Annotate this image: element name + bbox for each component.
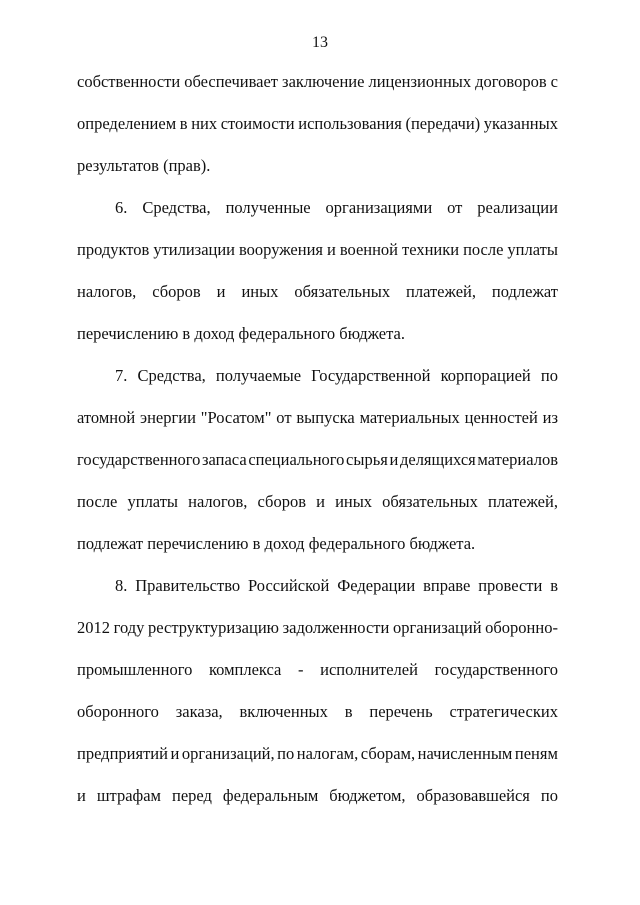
word: Государственной [311,366,431,385]
word: реализации [477,198,558,217]
word: обеспечивает [184,72,279,91]
text-line [115,197,558,219]
text-line [77,701,558,723]
text-line [77,743,558,765]
word: и [326,240,336,259]
word: них [191,114,218,133]
word: получаемые [215,366,302,385]
word: перед [172,786,212,805]
word: Федерации [337,576,416,595]
word: в [344,702,353,721]
word: налогам, [296,744,359,763]
word: обязательных [382,492,478,511]
word: платежей, [406,282,476,301]
word: и [77,786,86,805]
word: заключение [282,72,365,91]
word: техники [402,240,460,259]
text-line: перечислению в доход федерального бюджета. [77,324,405,343]
word: специального [248,450,345,469]
word: исполнителей [320,660,418,679]
word: корпорацией [440,366,531,385]
word: стоимости [220,114,295,133]
word: пеням [514,744,558,763]
word: использования [298,114,402,133]
word: энергии [140,408,196,427]
word: ценностей [464,408,538,427]
word: из [542,408,558,427]
word: материалов [477,450,558,469]
word: образовавшейся [416,786,530,805]
word: после [77,492,118,511]
word: иных [241,282,279,301]
word: сборам, [360,744,416,763]
word: лицензионных [368,72,472,91]
text-line [77,71,558,93]
word: Российской [248,576,330,595]
word: и [316,492,325,511]
text-line [77,113,558,135]
word: и [216,282,226,301]
word: определением [77,114,177,133]
word: полученные [225,198,311,217]
word: делящихся [399,450,476,469]
word: Средства, [142,198,211,217]
word: 6. [115,198,128,217]
word: сборов [152,282,201,301]
word: 8. [115,576,128,595]
word: 2012 [77,618,110,637]
text-line [77,785,558,807]
text-line [115,575,558,597]
word: организаций [392,618,482,637]
word: включенных [239,702,328,721]
text-line: результатов (прав). [77,156,211,175]
word: "Росатом" [200,408,272,427]
word: в [179,114,188,133]
word: иных [335,492,373,511]
word: Средства, [137,366,206,385]
word: договоров [475,72,547,91]
word: федеральным [222,786,319,805]
word: начисленным [417,744,513,763]
word: штрафам [96,786,161,805]
word: организаций, [181,744,275,763]
word: атомной [77,408,136,427]
word: заказа, [175,702,223,721]
word: по [540,786,558,805]
word: стратегических [449,702,558,721]
word: оборонного [77,702,159,721]
word: реструктуризацию [148,618,279,637]
word: военной [339,240,399,259]
word: с [550,72,558,91]
text-line [77,239,558,261]
word: от [276,408,292,427]
word: выпуска [296,408,355,427]
word: платежей, [487,492,558,511]
word: указанных [483,114,558,133]
word: от [447,198,463,217]
word: 7. [115,366,128,385]
word: подлежат [491,282,558,301]
word: запаса [202,450,247,469]
word: после [463,240,504,259]
word: государственного [434,660,558,679]
word: обязательных [294,282,391,301]
word: по [540,366,558,385]
word: оборонно- [485,618,558,637]
word: материальных [359,408,460,427]
word: в [550,576,558,595]
word: бюджетом, [329,786,406,805]
word: задолженности [282,618,390,637]
word: - [297,660,304,679]
word: налогов, [77,282,137,301]
word: продуктов [77,240,150,259]
word: сырья [346,450,388,469]
text-line [77,617,558,639]
word: налогов, [188,492,248,511]
word: и [389,450,399,469]
word: утилизации [153,240,236,259]
word: вооружения [239,240,323,259]
text-line [77,491,558,513]
text-line [77,407,558,429]
word: перечень [369,702,433,721]
word: (передачи) [405,114,481,133]
word: по [277,744,295,763]
word: сборов [257,492,306,511]
word: уплаты [127,492,178,511]
word: собственности [77,72,181,91]
text-line: подлежат перечислению в доход федерального бюджета. [77,534,476,553]
text-line [77,281,558,303]
page-number: 13 [312,34,328,51]
word: государственного [77,450,201,469]
word: вправе [423,576,471,595]
word: уплаты [507,240,558,259]
word: комплекса [208,660,282,679]
word: предприятий [77,744,168,763]
word: Правительство [135,576,241,595]
word: организациями [325,198,433,217]
text-line [77,449,558,471]
word: и [170,744,180,763]
text-line [115,365,558,387]
word: провести [478,576,543,595]
word: промышленного [77,660,193,679]
text-line [77,659,558,681]
word: году [113,618,145,637]
